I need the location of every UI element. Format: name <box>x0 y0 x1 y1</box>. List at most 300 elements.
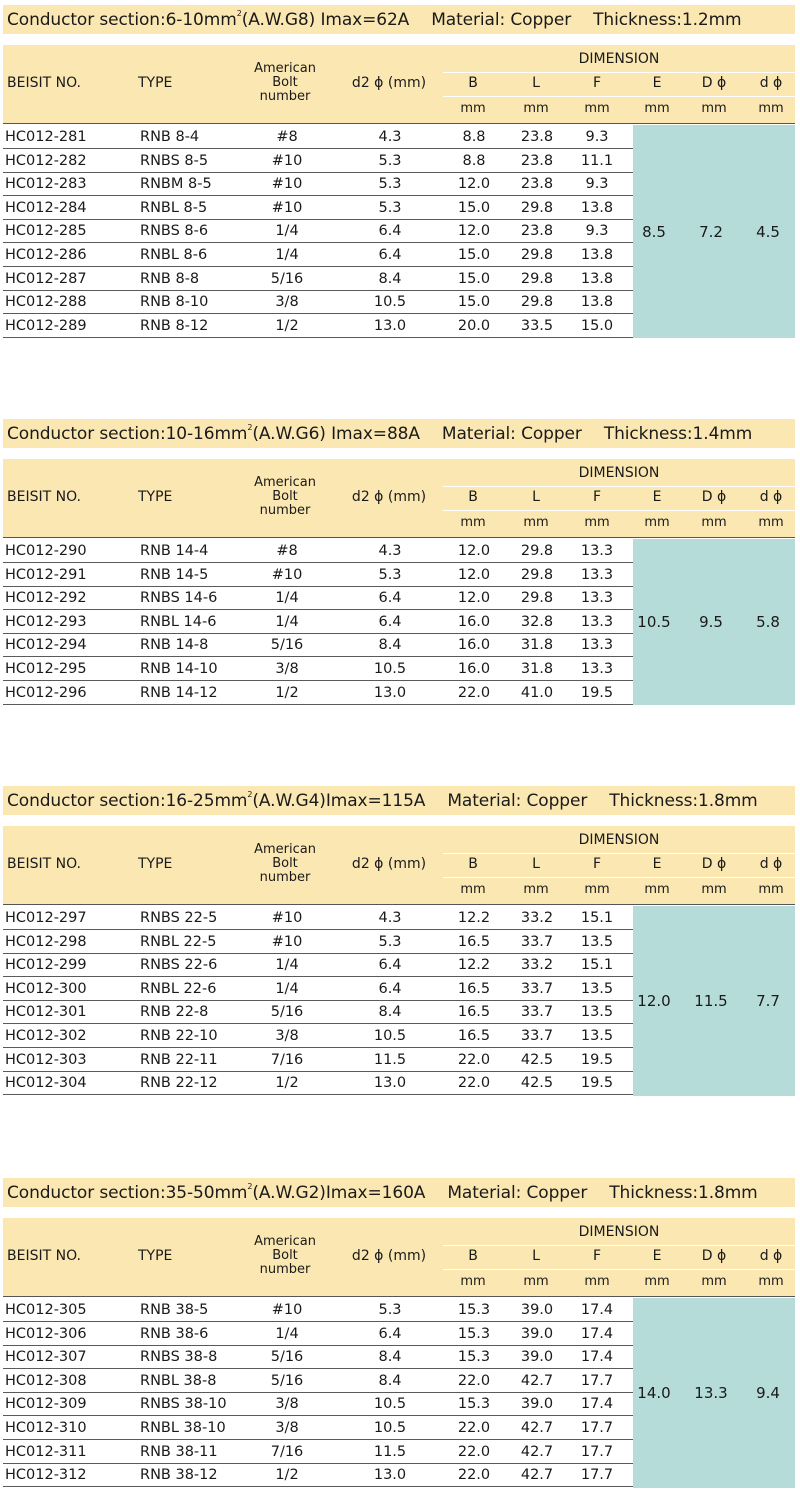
table-row <box>3 1440 633 1464</box>
bolt-cell: 1/2 <box>275 684 299 701</box>
bolt-cell: #10 <box>271 152 303 169</box>
header-d2: d2 ϕ (mm) <box>351 75 427 91</box>
l-cell: 42.7 <box>520 1443 554 1460</box>
bolt-cell: 1/4 <box>275 957 299 974</box>
l-cell: 39.0 <box>520 1349 554 1366</box>
caption-material: Material: Copper <box>441 424 582 444</box>
beisit-no-cell: HC012-291 <box>5 566 87 583</box>
table-row <box>3 1000 633 1024</box>
b-cell: 8.8 <box>462 152 486 169</box>
type-cell: RNBS 22-5 <box>140 910 218 926</box>
merged-e-value: 14.0 <box>637 1383 671 1402</box>
table-row <box>3 1322 633 1346</box>
header-beisit-no: BEISIT NO. <box>7 489 81 505</box>
header-type: TYPE <box>138 489 173 505</box>
bolt-cell: 5/16 <box>270 1004 304 1021</box>
bolt-cell: 1/4 <box>275 980 299 997</box>
bolt-cell: #10 <box>271 176 303 193</box>
d2-cell: 11.5 <box>373 1443 407 1460</box>
row-divider <box>3 337 633 338</box>
type-cell: RNB 8-10 <box>140 294 209 311</box>
b-cell: 22.0 <box>457 1051 491 1068</box>
table-row <box>3 610 633 634</box>
bolt-cell: #10 <box>271 1302 303 1318</box>
d2-cell: 6.4 <box>378 613 402 630</box>
header-dim-dphi: D ϕ <box>701 1248 727 1264</box>
d2-cell: 5.3 <box>378 176 402 193</box>
f-cell: 17.7 <box>580 1443 614 1460</box>
bolt-cell: 1/2 <box>275 1075 299 1092</box>
caption-material: Material: Copper <box>447 1183 588 1203</box>
d2-cell: 13.0 <box>373 684 407 701</box>
header-dim-e: E <box>652 489 662 505</box>
merged-dimension-block <box>633 1298 795 1488</box>
header-unit-mm: mm <box>523 1274 549 1289</box>
header-dim-l: L <box>532 856 540 872</box>
table-row <box>3 657 633 681</box>
l-cell: 23.8 <box>520 152 554 169</box>
type-cell: RNBS 8-5 <box>140 152 209 169</box>
d2-cell: 13.0 <box>373 317 407 334</box>
b-cell: 22.0 <box>457 1443 491 1460</box>
f-cell: 11.1 <box>580 152 614 169</box>
f-cell: 13.3 <box>580 637 614 654</box>
l-cell: 29.8 <box>520 566 554 583</box>
b-cell: 22.0 <box>457 1372 491 1389</box>
b-cell: 16.5 <box>457 1004 491 1021</box>
header-dimension: DIMENSION <box>578 1224 660 1240</box>
beisit-no-cell: HC012-296 <box>5 684 87 701</box>
type-cell: RNB 14-8 <box>140 637 209 654</box>
beisit-no-cell: HC012-295 <box>5 661 87 677</box>
b-cell: 22.0 <box>457 684 491 701</box>
caption-superscript: 2 <box>236 9 242 18</box>
merged-d-phi-value: 4.5 <box>756 222 780 241</box>
b-cell: 15.3 <box>457 1325 491 1342</box>
type-cell: RNBM 8-5 <box>140 176 212 193</box>
header-divider <box>443 72 795 73</box>
f-cell: 13.3 <box>580 566 614 583</box>
table-row <box>3 681 633 705</box>
section-caption <box>3 419 795 448</box>
header-divider <box>443 877 795 878</box>
d2-cell: 8.4 <box>378 1372 402 1389</box>
table-row <box>3 1463 633 1487</box>
bolt-cell: 7/16 <box>270 1443 304 1460</box>
header-type: TYPE <box>138 856 173 872</box>
b-cell: 15.3 <box>457 1349 491 1366</box>
header-dim-dphi: D ϕ <box>701 75 727 91</box>
type-cell: RNBL 8-6 <box>140 247 208 263</box>
beisit-no-cell: HC012-300 <box>5 980 87 997</box>
f-cell: 13.3 <box>580 543 614 559</box>
beisit-no-cell: HC012-290 <box>5 543 87 559</box>
beisit-no-cell: HC012-312 <box>5 1467 87 1484</box>
table-row <box>3 563 633 587</box>
beisit-no-cell: HC012-293 <box>5 613 87 630</box>
d2-cell: 13.0 <box>373 1075 407 1092</box>
bolt-cell: #8 <box>276 129 298 145</box>
d2-cell: 5.3 <box>378 199 402 216</box>
header-bolt-line1: American <box>254 842 316 857</box>
header-dim-e: E <box>652 856 662 872</box>
header-dim-dphi: D ϕ <box>701 489 727 505</box>
type-cell: RNB 38-6 <box>140 1325 209 1342</box>
l-cell: 23.8 <box>520 223 554 240</box>
table-row <box>3 267 633 291</box>
merged-d-phi-value: 9.4 <box>756 1383 780 1402</box>
bolt-cell: 1/2 <box>275 1467 299 1484</box>
bolt-cell: 3/8 <box>275 1028 299 1044</box>
caption-awg-imax: (A.W.G8) Imax=62A <box>241 10 410 30</box>
l-cell: 29.8 <box>520 543 554 559</box>
b-cell: 16.0 <box>457 613 491 630</box>
header-unit-mm: mm <box>584 1274 610 1289</box>
l-cell: 29.8 <box>520 270 554 287</box>
l-cell: 29.8 <box>520 247 554 263</box>
type-cell: RNBS 14-6 <box>140 590 218 607</box>
table-row <box>3 290 633 314</box>
f-cell: 13.5 <box>580 980 614 997</box>
header-dim-e: E <box>652 75 662 91</box>
type-cell: RNB 14-10 <box>140 661 218 677</box>
spec-section <box>0 1178 800 1491</box>
caption-thickness: Thickness:1.8mm <box>609 1183 758 1203</box>
bolt-cell: #8 <box>276 543 298 559</box>
header-unit-mm: mm <box>644 101 670 116</box>
header-d2: d2 ϕ (mm) <box>351 856 427 872</box>
header-divider <box>443 96 795 97</box>
bolt-cell: 3/8 <box>275 1396 299 1413</box>
type-cell: RNBL 14-6 <box>140 613 217 630</box>
merged-e-value: 10.5 <box>637 613 671 632</box>
type-cell: RNB 38-11 <box>140 1443 218 1460</box>
b-cell: 12.0 <box>457 590 491 607</box>
f-cell: 19.5 <box>580 684 614 701</box>
b-cell: 22.0 <box>457 1467 491 1484</box>
header-unit-mm: mm <box>758 882 784 897</box>
table-row <box>3 219 633 243</box>
beisit-no-cell: HC012-287 <box>5 270 87 287</box>
f-cell: 15.0 <box>580 317 614 334</box>
f-cell: 13.5 <box>580 933 614 950</box>
l-cell: 33.7 <box>520 933 554 950</box>
f-cell: 19.5 <box>580 1075 614 1092</box>
b-cell: 12.0 <box>457 543 491 559</box>
header-unit-mm: mm <box>644 1274 670 1289</box>
caption-thickness: Thickness:1.8mm <box>609 791 758 811</box>
type-cell: RNB 22-12 <box>140 1075 218 1092</box>
header-unit-mm: mm <box>701 882 727 897</box>
beisit-no-cell: HC012-292 <box>5 590 87 607</box>
l-cell: 42.5 <box>520 1075 554 1092</box>
table-row <box>3 633 633 657</box>
row-divider <box>3 1486 633 1487</box>
header-unit-mm: mm <box>644 515 670 530</box>
f-cell: 9.3 <box>585 176 609 193</box>
header-dim-f: F <box>592 489 602 505</box>
beisit-no-cell: HC012-301 <box>5 1004 87 1021</box>
l-cell: 33.2 <box>520 957 554 974</box>
header-dimension: DIMENSION <box>578 465 660 481</box>
table-row <box>3 977 633 1001</box>
d2-cell: 10.5 <box>373 1420 407 1436</box>
b-cell: 16.5 <box>457 933 491 950</box>
table-row <box>3 1416 633 1440</box>
bolt-cell: 5/16 <box>270 270 304 287</box>
b-cell: 12.0 <box>457 566 491 583</box>
table-row <box>3 1298 633 1322</box>
d2-cell: 5.3 <box>378 152 402 169</box>
d2-cell: 6.4 <box>378 980 402 997</box>
beisit-no-cell: HC012-288 <box>5 294 87 311</box>
b-cell: 12.2 <box>457 910 491 926</box>
beisit-no-cell: HC012-281 <box>5 129 87 145</box>
d2-cell: 8.4 <box>378 1004 402 1021</box>
beisit-no-cell: HC012-297 <box>5 910 87 926</box>
table-row <box>3 1345 633 1369</box>
table-row <box>3 1392 633 1416</box>
caption-superscript: 2 <box>247 423 253 432</box>
header-dimension: DIMENSION <box>578 51 660 67</box>
header-dim-dphi_small: d ϕ <box>759 489 783 505</box>
f-cell: 13.3 <box>580 590 614 607</box>
caption-conductor: Conductor section:6-10mm <box>7 10 237 30</box>
beisit-no-cell: HC012-298 <box>5 933 87 950</box>
header-beisit-no: BEISIT NO. <box>7 75 81 91</box>
f-cell: 17.4 <box>580 1349 614 1366</box>
caption-material: Material: Copper <box>431 10 572 30</box>
d2-cell: 10.5 <box>373 294 407 311</box>
l-cell: 33.5 <box>520 317 554 334</box>
merged-e-value: 8.5 <box>642 222 666 241</box>
d2-cell: 5.3 <box>378 1302 402 1318</box>
l-cell: 42.5 <box>520 1051 554 1068</box>
merged-D-phi-value: 11.5 <box>694 991 728 1010</box>
header-bolt-line1: American <box>254 61 316 76</box>
b-cell: 16.0 <box>457 637 491 654</box>
table-row <box>3 1369 633 1393</box>
spec-section <box>0 5 800 341</box>
header-dimension: DIMENSION <box>578 832 660 848</box>
f-cell: 17.7 <box>580 1420 614 1436</box>
merged-dimension-block <box>633 125 795 338</box>
merged-d-phi-value: 7.7 <box>756 991 780 1010</box>
l-cell: 42.7 <box>520 1420 554 1436</box>
type-cell: RNB 22-8 <box>140 1004 209 1021</box>
header-bolt-line3: number <box>259 870 311 885</box>
l-cell: 31.8 <box>520 637 554 654</box>
d2-cell: 4.3 <box>378 543 402 559</box>
merged-D-phi-value: 7.2 <box>699 222 723 241</box>
f-cell: 13.3 <box>580 613 614 630</box>
header-unit-mm: mm <box>523 515 549 530</box>
f-cell: 13.8 <box>580 294 614 311</box>
f-cell: 9.3 <box>585 129 609 145</box>
type-cell: RNB 14-5 <box>140 566 209 583</box>
type-cell: RNB 38-5 <box>140 1302 209 1318</box>
table-row <box>3 906 633 930</box>
header-beisit-no: BEISIT NO. <box>7 856 81 872</box>
header-dim-f: F <box>592 1248 602 1264</box>
caption-material: Material: Copper <box>447 791 588 811</box>
type-cell: RNBS 38-10 <box>140 1396 227 1413</box>
header-d2: d2 ϕ (mm) <box>351 1248 427 1264</box>
d2-cell: 4.3 <box>378 129 402 145</box>
header-type: TYPE <box>138 1248 173 1264</box>
table-row <box>3 1048 633 1072</box>
bolt-cell: #10 <box>271 199 303 216</box>
d2-cell: 6.4 <box>378 223 402 240</box>
header-dim-b: B <box>468 856 478 872</box>
header-dim-l: L <box>532 75 540 91</box>
table-header <box>3 826 795 905</box>
header-unit-mm: mm <box>701 1274 727 1289</box>
table-header <box>3 45 795 124</box>
header-dim-b: B <box>468 75 478 91</box>
header-bolt-line3: number <box>259 1262 311 1277</box>
caption-awg-imax: (A.W.G6) Imax=88A <box>252 424 420 444</box>
spec-section <box>0 786 800 1099</box>
l-cell: 33.7 <box>520 1028 554 1044</box>
d2-cell: 10.5 <box>373 1028 407 1044</box>
header-bolt-line2: Bolt <box>272 856 298 871</box>
type-cell: RNB 38-12 <box>140 1467 218 1484</box>
header-unit-mm: mm <box>460 1274 486 1289</box>
d2-cell: 13.0 <box>373 1467 407 1484</box>
l-cell: 39.0 <box>520 1396 554 1413</box>
d2-cell: 8.4 <box>378 270 402 287</box>
bolt-cell: 3/8 <box>275 1420 299 1436</box>
b-cell: 15.0 <box>457 199 491 216</box>
d2-cell: 5.3 <box>378 566 402 583</box>
type-cell: RNBL 38-10 <box>140 1420 226 1436</box>
header-bolt-line3: number <box>259 503 311 518</box>
header-bolt-line2: Bolt <box>272 75 298 90</box>
table-row <box>3 930 633 954</box>
b-cell: 15.0 <box>457 247 491 263</box>
bolt-cell: 5/16 <box>270 637 304 654</box>
header-dim-dphi_small: d ϕ <box>759 75 783 91</box>
header-unit-mm: mm <box>584 882 610 897</box>
row-divider <box>3 704 633 705</box>
caption-awg-imax: (A.W.G4)Imax=115A <box>252 791 426 811</box>
type-cell: RNB 22-11 <box>140 1051 218 1068</box>
beisit-no-cell: HC012-289 <box>5 317 87 334</box>
type-cell: RNB 8-4 <box>140 129 200 145</box>
bolt-cell: #10 <box>271 566 303 583</box>
header-unit-mm: mm <box>460 882 486 897</box>
type-cell: RNB 8-12 <box>140 317 209 334</box>
d2-cell: 4.3 <box>378 910 402 926</box>
header-unit-mm: mm <box>758 101 784 116</box>
table-row <box>3 314 633 338</box>
l-cell: 23.8 <box>520 129 554 145</box>
beisit-no-cell: HC012-311 <box>5 1443 87 1460</box>
header-dim-dphi: D ϕ <box>701 856 727 872</box>
bolt-cell: #10 <box>271 933 303 950</box>
merged-d-phi-value: 5.8 <box>756 613 780 632</box>
type-cell: RNBL 22-6 <box>140 980 217 997</box>
header-unit-mm: mm <box>701 101 727 116</box>
beisit-no-cell: HC012-294 <box>5 637 87 654</box>
b-cell: 16.5 <box>457 1028 491 1044</box>
header-unit-mm: mm <box>584 515 610 530</box>
header-divider <box>443 1245 795 1246</box>
row-divider <box>3 1094 633 1095</box>
header-unit-mm: mm <box>644 882 670 897</box>
f-cell: 13.5 <box>580 1004 614 1021</box>
header-unit-mm: mm <box>523 882 549 897</box>
bolt-cell: #10 <box>271 910 303 926</box>
table-row <box>3 1071 633 1095</box>
d2-cell: 6.4 <box>378 247 402 263</box>
f-cell: 17.4 <box>580 1325 614 1342</box>
bolt-cell: 5/16 <box>270 1372 304 1389</box>
l-cell: 33.7 <box>520 980 554 997</box>
d2-cell: 6.4 <box>378 1325 402 1342</box>
l-cell: 29.8 <box>520 294 554 311</box>
l-cell: 29.8 <box>520 199 554 216</box>
beisit-no-cell: HC012-283 <box>5 176 87 193</box>
type-cell: RNB 22-10 <box>140 1028 218 1044</box>
b-cell: 12.0 <box>457 176 491 193</box>
beisit-no-cell: HC012-282 <box>5 152 87 169</box>
header-dim-b: B <box>468 489 478 505</box>
header-unit-mm: mm <box>758 515 784 530</box>
beisit-no-cell: HC012-306 <box>5 1325 87 1342</box>
l-cell: 42.7 <box>520 1372 554 1389</box>
bolt-cell: 1/4 <box>275 590 299 607</box>
beisit-no-cell: HC012-299 <box>5 957 87 974</box>
beisit-no-cell: HC012-303 <box>5 1051 87 1068</box>
header-divider <box>443 853 795 854</box>
b-cell: 15.3 <box>457 1396 491 1413</box>
merged-dimension-block <box>633 539 795 705</box>
type-cell: RNB 8-8 <box>140 270 200 287</box>
merged-D-phi-value: 9.5 <box>699 613 723 632</box>
d2-cell: 6.4 <box>378 590 402 607</box>
beisit-no-cell: HC012-304 <box>5 1075 87 1092</box>
caption-superscript: 2 <box>247 1182 253 1191</box>
table-row <box>3 539 633 563</box>
header-dim-l: L <box>532 1248 540 1264</box>
caption-conductor: Conductor section:16-25mm <box>7 791 248 811</box>
type-cell: RNBL 22-5 <box>140 933 217 950</box>
l-cell: 31.8 <box>520 661 554 677</box>
beisit-no-cell: HC012-302 <box>5 1028 87 1044</box>
b-cell: 8.8 <box>462 129 486 145</box>
section-caption <box>3 5 795 34</box>
header-unit-mm: mm <box>460 515 486 530</box>
bolt-cell: 3/8 <box>275 661 299 677</box>
l-cell: 39.0 <box>520 1325 554 1342</box>
d2-cell: 8.4 <box>378 637 402 654</box>
header-unit-mm: mm <box>523 101 549 116</box>
table-row <box>3 149 633 173</box>
f-cell: 15.1 <box>580 910 614 926</box>
d2-cell: 10.5 <box>373 661 407 677</box>
f-cell: 13.8 <box>580 199 614 216</box>
bolt-cell: 3/8 <box>275 294 299 311</box>
b-cell: 22.0 <box>457 1420 491 1436</box>
table-row <box>3 1024 633 1048</box>
l-cell: 23.8 <box>520 176 554 193</box>
f-cell: 17.7 <box>580 1372 614 1389</box>
b-cell: 16.0 <box>457 661 491 677</box>
l-cell: 42.7 <box>520 1467 554 1484</box>
table-row <box>3 243 633 267</box>
